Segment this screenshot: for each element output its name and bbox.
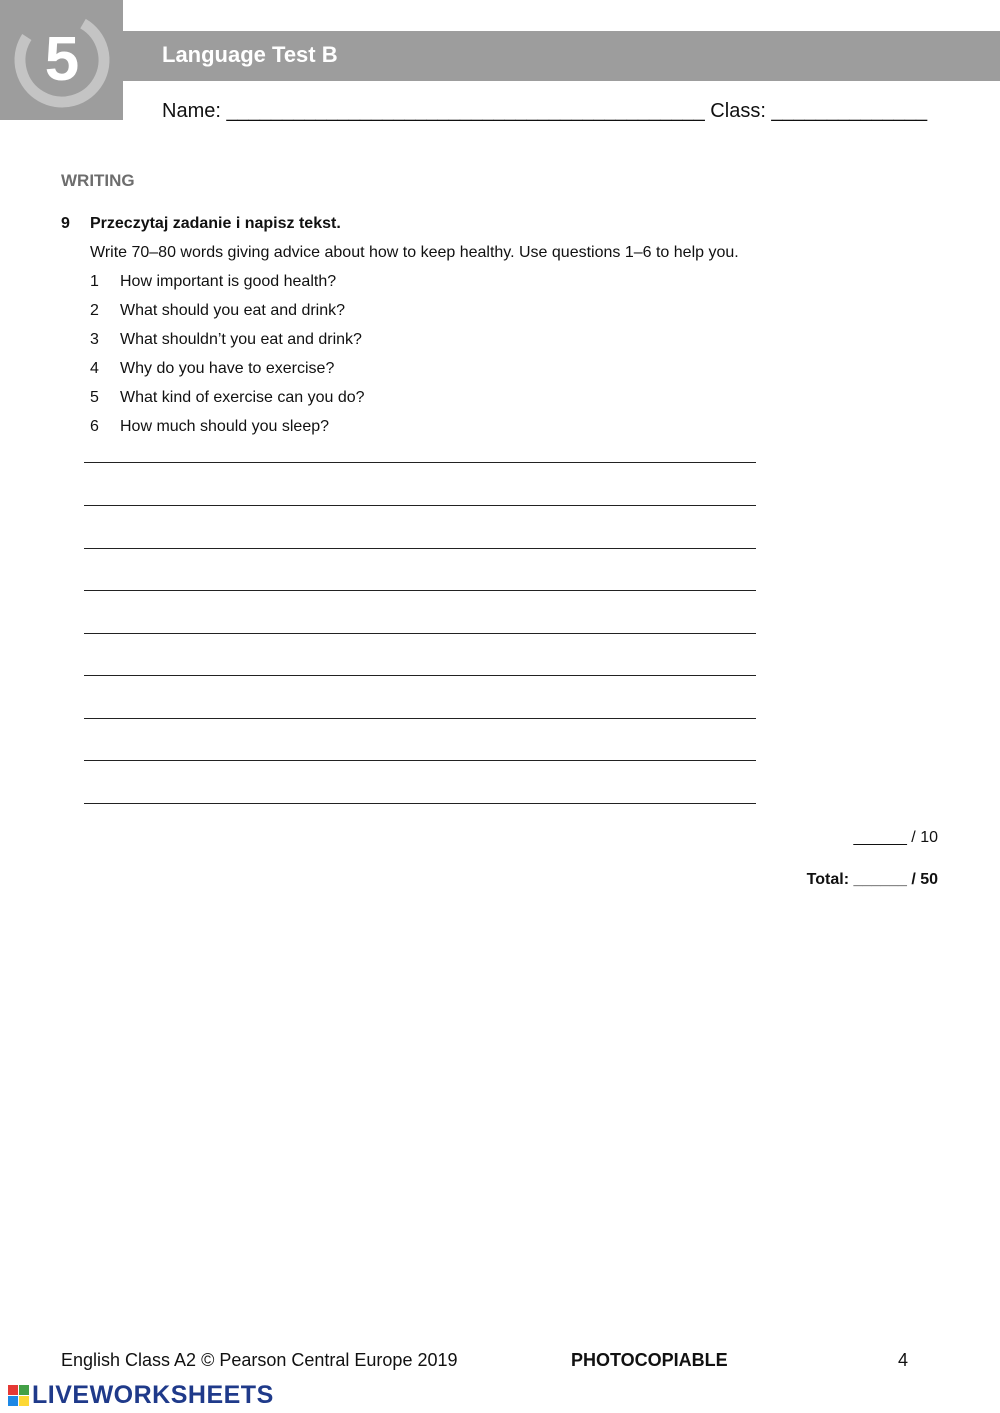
answer-line[interactable] (84, 803, 756, 804)
question-item (90, 331, 362, 349)
question-item (90, 360, 334, 378)
unit-badge (0, 0, 123, 120)
question-number: 6 (90, 418, 99, 435)
question-item (90, 418, 329, 436)
question-text: How important is good health? (120, 273, 337, 290)
footer-photocopiable: PHOTOCOPIABLE (571, 1350, 728, 1370)
answer-line[interactable] (84, 675, 756, 676)
question-number: 4 (90, 360, 99, 377)
liveworksheets-wordmark: LIVEWORKSHEETS (32, 1381, 274, 1409)
page-title: Language Test B (162, 42, 338, 67)
answer-line[interactable] (84, 590, 756, 591)
answer-line[interactable] (84, 718, 756, 719)
answer-line[interactable] (84, 760, 756, 761)
question-text: What should you eat and drink? (120, 302, 346, 319)
question-text: How much should you sleep? (120, 418, 330, 435)
answer-line[interactable] (84, 462, 756, 463)
task-number: 9 (61, 215, 70, 232)
task-score[interactable]: ______ / 10 (853, 829, 938, 846)
question-text: What shouldn’t you eat and drink? (120, 331, 362, 348)
footer-copyright: English Class A2 © Pearson Central Europe 2019 (61, 1350, 458, 1370)
answer-line[interactable] (84, 633, 756, 634)
question-number: 2 (90, 302, 99, 319)
question-item (90, 273, 336, 291)
question-number: 5 (90, 389, 99, 406)
task-description: Write 70–80 words giving advice about how to keep healthy. Use questions 1–6 to help you. (90, 244, 739, 261)
question-text: What kind of exercise can you do? (120, 389, 365, 406)
task-instruction: Przeczytaj zadanie i napisz tekst. (90, 215, 341, 232)
question-item (90, 302, 345, 320)
question-number: 3 (90, 331, 99, 348)
total-score[interactable]: Total: ______ / 50 (806, 871, 938, 888)
question-item (90, 389, 365, 407)
question-number: 1 (90, 273, 99, 290)
title-bar (123, 31, 1000, 81)
section-label: WRITING (61, 171, 135, 190)
name-class-field[interactable]: Name: ___________________________________________ Class: ______________ (162, 100, 928, 122)
answer-line[interactable] (84, 548, 756, 549)
unit-number: 5 (44, 25, 80, 94)
answer-line[interactable] (84, 505, 756, 506)
footer-page-number: 4 (898, 1350, 909, 1370)
liveworksheets-squares-icon (8, 1385, 30, 1407)
question-text: Why do you have to exercise? (120, 360, 335, 377)
